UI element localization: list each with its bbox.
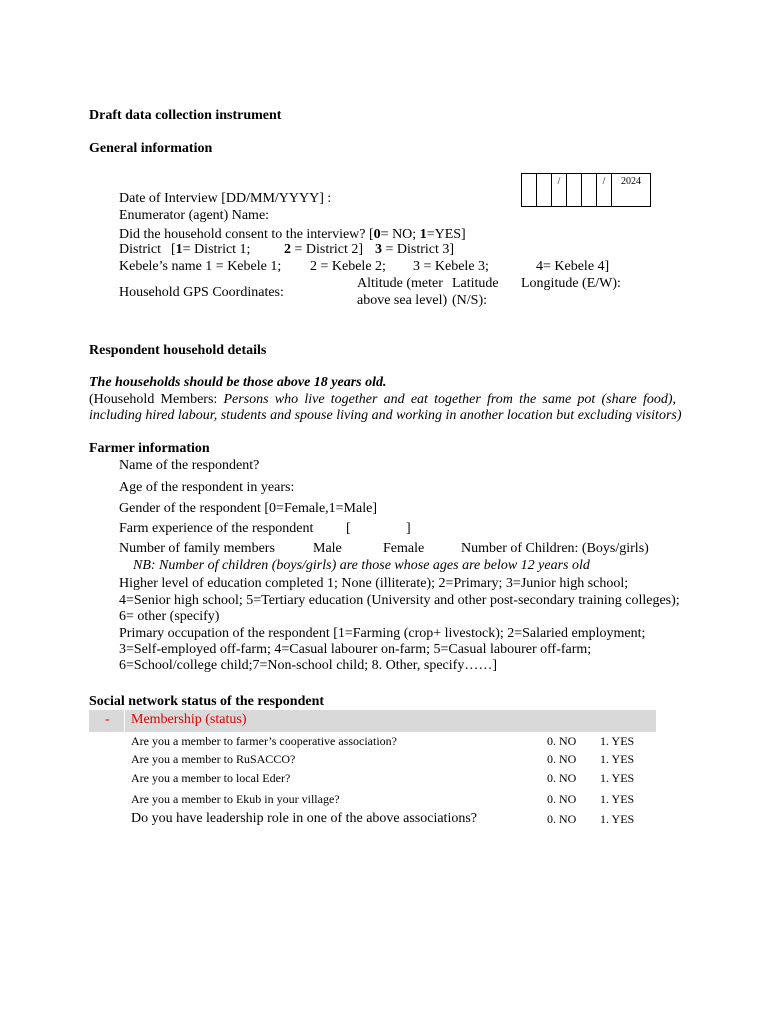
membership-header [89,710,656,732]
education-question-line3: 6= other (specify) [119,609,220,624]
members-prefix: (Household Members: [89,392,224,407]
occupation-question-line3: 6=School/college child;7=Non-school child; 8. Other, specify……] [119,658,497,673]
district-option-3 [375,242,454,258]
general-info-heading: General information [89,141,213,156]
membership-option-no[interactable]: 0. NO [547,752,577,766]
children-note: NB: Number of children (boys/girls) are those whose ages are below 12 years old [133,558,590,573]
consent-prefix: Did the household consent to the interview? [ [119,227,374,242]
members-definition-line2: including hired labour, students and spouse living and working in another location but excluding visitors) [89,408,682,423]
family-members-question: Number of family members [119,541,275,556]
district-text-3: = District 3] [385,242,455,257]
longitude-label: Longitude (E/W): [521,276,621,291]
membership-question-leadership: Do you have leadership role in one of the above associations? [131,811,478,826]
farm-experience-close-bracket: ] [406,521,411,536]
district-option-2 [284,242,363,258]
gender-question: Gender of the respondent [0=Female,1=Male] [119,501,377,516]
education-question-line1: Higher level of education completed 1; None (illiterate); 2=Primary; 3=Junior high school; [119,576,629,591]
membership-question-rusacco: Are you a member to RuSACCO? [131,752,296,766]
respondent-heading: Respondent household details [89,343,267,358]
date-grid [521,173,651,207]
social-network-heading: Social network status of the respondent [89,694,325,709]
district-open-bracket: [ [171,242,176,257]
consent-mid: = NO; [380,227,420,242]
district-code-1: 1 [175,242,183,257]
date-cell-year[interactable]: 2024 [621,176,641,187]
membership-option-no[interactable]: 0. NO [547,771,577,785]
female-label: Female [383,541,425,556]
kebele-option-2: 2 = Kebele 2; [310,259,386,274]
age-question: Age of the respondent in years: [119,480,295,495]
farm-experience-question: Farm experience of the respondent [119,521,314,536]
date-label: Date of Interview [DD/MM/YYYY] : [119,191,332,206]
membership-option-no[interactable]: 0. NO [547,734,577,748]
district-code-2: 2 [284,242,291,257]
gps-label: Household GPS Coordinates: [119,285,284,300]
membership-option-yes[interactable]: 1. YES [600,771,635,785]
district-code-3: 3 [375,242,382,257]
children-label: Number of Children: (Boys/girls) [461,541,649,556]
date-cell-sep1: / [552,174,567,206]
date-cell-m2[interactable] [582,174,597,206]
kebele-option-1: Kebele’s name 1 = Kebele 1; [119,259,282,274]
membership-dash: - [105,712,110,727]
male-label: Male [313,541,342,556]
consent-suffix: =YES] [426,227,466,242]
district-text-1: = District 1; [182,242,251,257]
altitude-label-line2: above sea level) [357,293,448,308]
consent-question [119,227,466,243]
membership-title: Membership (status) [131,712,247,727]
consent-code-0: 0 [373,227,381,242]
date-cell-m1[interactable] [567,174,582,206]
membership-question-eder: Are you a member to local Eder? [131,771,291,785]
members-definition-line1 [89,392,676,408]
farm-experience-open-bracket: [ [346,521,351,536]
document-title: Draft data collection instrument [89,108,282,123]
age-note: The households should be those above 18 years old. [89,375,387,390]
district-label: District [119,242,161,257]
membership-question-ekub: Are you a member to Ekub in your village? [131,792,340,806]
altitude-label-line1: Altitude (meter [357,276,443,291]
membership-option-yes[interactable]: 1. YES [600,752,635,766]
name-question: Name of the respondent? [119,458,260,473]
district-text-2: = District 2] [294,242,364,257]
occupation-question-line2: 3=Self-employed off-farm; 4=Casual labourer on-farm; 5=Casual labourer off-farm; [119,642,592,657]
consent-code-1: 1 [419,227,427,242]
enumerator-label: Enumerator (agent) Name: [119,208,270,223]
occupation-question-line1: Primary occupation of the respondent [1=Farming (crop+ livestock); 2=Salaried employment; [119,626,646,641]
membership-option-no[interactable]: 0. NO [547,792,577,806]
membership-option-yes[interactable]: 1. YES [600,734,635,748]
kebele-option-4: 4= Kebele 4] [536,259,610,274]
farmer-heading: Farmer information [89,441,210,456]
date-cell-sep2: / [597,174,612,206]
membership-divider [124,710,125,732]
kebele-option-3: 3 = Kebele 3; [413,259,489,274]
district-option-1 [171,242,250,258]
education-question-line2: 4=Senior high school; 5=Tertiary education (University and other post-secondary training colleges); [119,593,680,608]
latitude-label-line2: (N/S): [452,293,487,308]
membership-option-yes[interactable]: 1. YES [600,792,635,806]
members-text: Persons who live together and eat together from the same pot (share food), [223,392,676,407]
membership-question-cooperative: Are you a member to farmer’s cooperative association? [131,734,398,748]
membership-option-no[interactable]: 0. NO [547,812,577,826]
date-cell-d1[interactable] [522,174,537,206]
latitude-label-line1: Latitude [452,276,499,291]
membership-option-yes[interactable]: 1. YES [600,812,635,826]
date-cell-d2[interactable] [537,174,552,206]
